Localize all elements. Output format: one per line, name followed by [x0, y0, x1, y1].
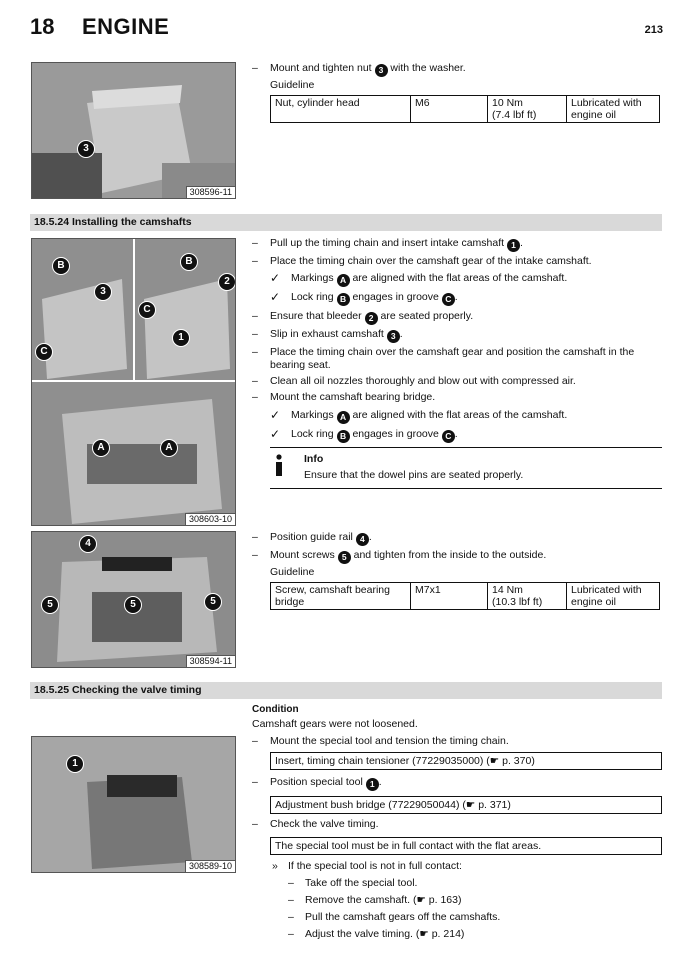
photo-id: 308594-11 — [186, 655, 235, 667]
engine-photo-graphic — [32, 737, 236, 873]
step-timing-chain: Place the timing chain over the camshaft gear of the intake camshaft. — [270, 255, 592, 267]
callout-3: 3 — [77, 140, 95, 158]
substep: Take off the special tool. — [305, 877, 418, 889]
guideline-label: Guideline — [270, 79, 315, 91]
step-text: Mount screws — [270, 549, 335, 561]
dash: – — [252, 328, 258, 340]
spec-cell: 14 Nm (10.3 lbf ft) — [488, 583, 567, 610]
dash: – — [252, 776, 258, 788]
step-text: Mount and tighten nut — [270, 62, 372, 74]
callout-1: 1 — [172, 329, 190, 347]
step-bearing-bridge: Mount the camshaft bearing bridge. — [270, 391, 436, 403]
num-badge: 3 — [387, 330, 400, 343]
photo-id: 308589-10 — [185, 860, 235, 872]
step-guide-rail — [270, 531, 662, 546]
spec-cell: Screw, camshaft bearing bridge — [271, 583, 411, 610]
check-text: Markings — [291, 409, 334, 421]
dash: – — [288, 928, 294, 940]
num-badge: A — [337, 411, 350, 424]
check-text: Lock ring — [291, 428, 334, 440]
tool-box: Adjustment bush bridge (77229050044) (☛ p. 371) — [270, 796, 662, 814]
spec-cell: M6 — [411, 96, 488, 123]
dash: – — [252, 255, 258, 267]
section-heading: 18.5.25 Checking the valve timing — [30, 682, 662, 699]
engine-photo-graphic — [32, 239, 236, 526]
condition-not-full: If the special tool is not in full contact: — [288, 860, 462, 872]
step-exhaust-camshaft — [270, 328, 662, 343]
callout-2: 2 — [218, 273, 236, 291]
step-bearing-seat: Place the timing chain over the camshaft gear and position the camshaft in the bearing seat. — [270, 346, 635, 371]
step-intake-camshaft — [270, 237, 662, 252]
step-text: and tighten from the inside to the outside. — [353, 549, 547, 561]
num-badge: 4 — [356, 533, 369, 546]
step-text: Ensure that bleeder — [270, 310, 362, 322]
info-text: Ensure that the dowel pins are seated properly. — [304, 469, 524, 481]
dash: – — [288, 877, 294, 889]
callout-4: 4 — [79, 535, 97, 553]
check-text: are aligned with the flat areas of the camshaft. — [352, 272, 568, 284]
spec-table-screw — [270, 582, 660, 610]
num-badge: C — [442, 430, 455, 443]
dash: – — [252, 531, 258, 543]
step-period: . — [378, 776, 382, 788]
num-badge: 2 — [365, 312, 378, 325]
dash: – — [252, 375, 258, 387]
step-text: Position special tool — [270, 776, 363, 788]
info-icon — [272, 454, 286, 476]
num-badge: 1 — [366, 778, 379, 791]
dash: – — [252, 818, 258, 830]
num-badge: 5 — [338, 551, 351, 564]
info-rule — [270, 488, 662, 489]
step-text: are seated properly. — [380, 310, 474, 322]
spec-table-nut — [270, 95, 660, 123]
dash: – — [252, 549, 258, 561]
check-icon: ✓ — [270, 271, 281, 285]
engine-photo-graphic — [32, 63, 236, 199]
step-text: with the washer. — [390, 62, 466, 74]
tool-box: Insert, timing chain tensioner (77229035000) (☛ p. 370) — [270, 752, 662, 770]
callout-5: 5 — [41, 596, 59, 614]
check-text: engages in groove — [352, 291, 439, 303]
step-text: Slip in exhaust camshaft — [270, 328, 384, 340]
num-badge: C — [442, 293, 455, 306]
step-bleeder — [270, 310, 662, 325]
step-mount-screws — [270, 549, 662, 564]
dash: – — [252, 735, 258, 747]
photo-valve-timing — [31, 736, 236, 873]
chapter-number: 18 — [30, 14, 55, 39]
check-icon: ✓ — [270, 427, 281, 441]
spec-cell: M7x1 — [411, 583, 488, 610]
callout-3: 3 — [94, 283, 112, 301]
step-check-timing: Check the valve timing. — [270, 818, 379, 830]
photo-bearing-bridge — [31, 531, 236, 668]
chapter-title: ENGINE — [82, 14, 170, 39]
step-special-tool: Mount the special tool and tension the timing chain. — [270, 735, 509, 747]
callout-C: C — [138, 301, 156, 319]
check-markings — [291, 409, 567, 424]
dash: – — [252, 391, 258, 403]
dash: – — [252, 346, 258, 358]
check-lock-ring — [291, 428, 458, 443]
num-badge: A — [337, 274, 350, 287]
step-period: . — [454, 428, 458, 440]
step-period: . — [519, 237, 523, 249]
check-icon: ✓ — [270, 408, 281, 422]
check-icon: ✓ — [270, 290, 281, 304]
dash: – — [252, 237, 258, 249]
condition-text: Camshaft gears were not loosened. — [252, 718, 418, 730]
guideline-label: Guideline — [270, 566, 315, 578]
photo-camshafts-inserted — [31, 238, 236, 526]
photo-id: 308603-10 — [185, 513, 235, 525]
check-text: Lock ring — [291, 291, 334, 303]
callout-5: 5 — [124, 596, 142, 614]
num-badge: B — [337, 293, 350, 306]
callout-A: A — [160, 439, 178, 457]
info-title: Info — [304, 453, 324, 465]
step-position-tool — [270, 776, 662, 791]
check-lock-ring — [291, 291, 458, 306]
requirement-box: The special tool must be in full contact with the flat areas. — [270, 837, 662, 855]
step-text: Position guide rail — [270, 531, 353, 543]
step-mount-nut — [270, 62, 662, 77]
num-badge: 1 — [507, 239, 520, 252]
info-rule — [270, 447, 662, 448]
spec-cell: Nut, cylinder head — [271, 96, 411, 123]
substep: Adjust the valve timing. (☛ p. 214) — [305, 928, 465, 940]
spec-cell: Lubricated with engine oil — [567, 583, 660, 610]
step-period: . — [399, 328, 403, 340]
callout-A: A — [92, 439, 110, 457]
substep: Pull the camshaft gears off the camshafts. — [305, 911, 501, 923]
check-text: engages in groove — [352, 428, 439, 440]
condition-label: Condition — [252, 704, 299, 715]
check-text: are aligned with the flat areas of the camshaft. — [352, 409, 568, 421]
num-badge: 3 — [375, 64, 388, 77]
check-text: Markings — [291, 272, 334, 284]
page-number: 213 — [644, 24, 663, 36]
step-period: . — [454, 291, 458, 303]
photo-cylinder-head-nut — [31, 62, 236, 199]
dash: – — [288, 894, 294, 906]
section-heading: 18.5.24 Installing the camshafts — [30, 214, 662, 231]
step-period: . — [368, 531, 372, 543]
callout-B: B — [180, 253, 198, 271]
photo-id: 308596-11 — [186, 186, 235, 198]
callout-1: 1 — [66, 755, 84, 773]
step-text: Pull up the timing chain and insert intake camshaft — [270, 237, 505, 249]
spec-cell: Lubricated with engine oil — [567, 96, 660, 123]
step-clean-nozzles: Clean all oil nozzles thoroughly and blow out with compressed air. — [270, 375, 576, 387]
callout-B: B — [52, 257, 70, 275]
dash: – — [252, 62, 258, 74]
substep: Remove the camshaft. (☛ p. 163) — [305, 894, 462, 906]
dash: – — [288, 911, 294, 923]
num-badge: B — [337, 430, 350, 443]
condition-marker: » — [272, 860, 278, 872]
check-markings — [291, 272, 567, 287]
spec-cell: 10 Nm (7.4 lbf ft) — [488, 96, 567, 123]
callout-5: 5 — [204, 593, 222, 611]
dash: – — [252, 310, 258, 322]
callout-C: C — [35, 343, 53, 361]
